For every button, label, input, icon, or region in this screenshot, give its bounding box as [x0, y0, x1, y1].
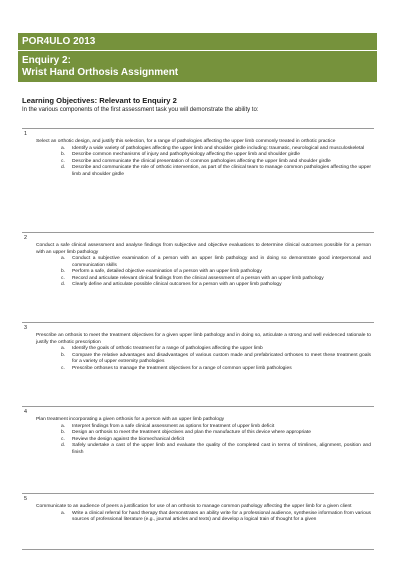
- list-item: d. Clearly define and articulate possible clinical outcomes for a person with an upper limb pathology: [61, 282, 282, 287]
- section-body: [36, 417, 371, 456]
- objective-section-1: [22, 129, 374, 233]
- list-item: d. Describe and communicate the role of orthotic intervention, as part of the clinical team to manage common pathologies affecting the upper limb and shoulder girdle: [61, 165, 371, 177]
- list-item: c. Describe and communicate the clinical presentation of common pathologies affecting the upper limb and shoulder girdle: [61, 158, 331, 164]
- section-number: 4: [24, 409, 27, 415]
- list-item: a. Identify a wide variety of pathologies affecting the upper limb and shoulder girdle including: traumatic, neurological and musculoskeletal: [61, 145, 365, 151]
- list-item: b. Describe common mechanisms of injury and pathophysiology affecting the upper limb and shoulder girdle: [61, 152, 300, 157]
- course-code: POR4ULO 2013: [18, 33, 377, 51]
- objectives-table: [22, 128, 374, 550]
- section-statement: Communicate to an audience of peers a justification for use of an orthosis to manage common pathology affecting the upper limb for a given client: [36, 504, 352, 509]
- section-statement: Select an orthotic design, and justify this selection, for a range of pathologies affecting the upper limb commonly treated in orthotic practice: [36, 139, 336, 144]
- section-statement: Conduct a safe clinical assessment and analyse findings from subjective and objective evaluations to determine clinical outcomes possible for a person with an upper limb pathology: [36, 243, 371, 255]
- list-item: b. Design an orthosis to meet the treatment objectives and plan the manufacture of this device where appropriate: [61, 430, 311, 435]
- section-body: [36, 504, 371, 524]
- objective-section-3: [22, 323, 374, 407]
- objectives-title: Learning Objectives: Relevant to Enquiry 2: [22, 96, 177, 105]
- objective-section-2: [22, 233, 374, 323]
- list-item: a. Write a clinical referral for hand therapy that demonstrates an ability write for a professional audience, synthesise information from various sources of professional literature (e.g., journal articles and texts) and develop a logical train of thought for a given: [61, 510, 371, 522]
- objective-section-5: [22, 494, 374, 550]
- list-item: d. Safely undertake a cast of the upper limb and evaluate the quality of the completed cast in terms of trimlines, alignment, position and finish: [61, 443, 371, 455]
- section-statement: Prescribe an orthosis to meet the treatment objectives for a given upper limb pathology and in doing so, articulate a strong and well evidenced rationale to justify the orthotic prescription: [36, 333, 371, 345]
- objective-section-4: [22, 407, 374, 494]
- section-body: [36, 139, 371, 178]
- list-item: b. Perform a safe, detailed objective examination of a person with an upper limb pathology: [61, 269, 262, 274]
- document-header: [18, 33, 377, 82]
- list-item: c. Record and articulate relevant clinical findings from the clinical assessment of a person with an upper limb pathology: [61, 275, 324, 281]
- section-statement: Plan treatment incorporating a given orthosis for a person with an upper limb pathology: [36, 417, 225, 422]
- objectives-intro: In the various components of the first assessment task you will demonstrate the ability to:: [22, 107, 259, 113]
- assignment-title: Wrist Hand Orthosis Assignment: [22, 67, 179, 78]
- section-number: 1: [24, 131, 27, 137]
- section-number: 2: [24, 235, 27, 241]
- section-number: 5: [24, 496, 27, 502]
- list-item: a. Conduct a subjective examination of a person with an upper limb pathology and in doing so demonstrate good interpersonal and communication skills: [61, 256, 371, 268]
- list-item: a. Interpret findings from a safe clinical assessment as options for treatment of upper limb deficit: [61, 423, 275, 429]
- section-body: [36, 333, 371, 372]
- list-item: b. Compare the relative advantages and disadvantages of various custom made and prefabricated orthoses to meet these treatment goals for a variety of upper extremity pathologies: [61, 352, 371, 364]
- section-body: [36, 243, 371, 289]
- list-item: a. Identify the goals of orthotic treatment for a range of pathologies affecting the upper limb: [61, 346, 263, 351]
- list-item: c. Prescribe orthoses to manage the treatment objectives for a range of common upper limb pathologies: [61, 365, 292, 371]
- list-item: c. Review the design against the biomechanical deficit: [61, 436, 185, 442]
- section-number: 3: [24, 325, 27, 331]
- header-titles: [18, 51, 377, 82]
- enquiry-label: Enquiry 2:: [22, 55, 71, 66]
